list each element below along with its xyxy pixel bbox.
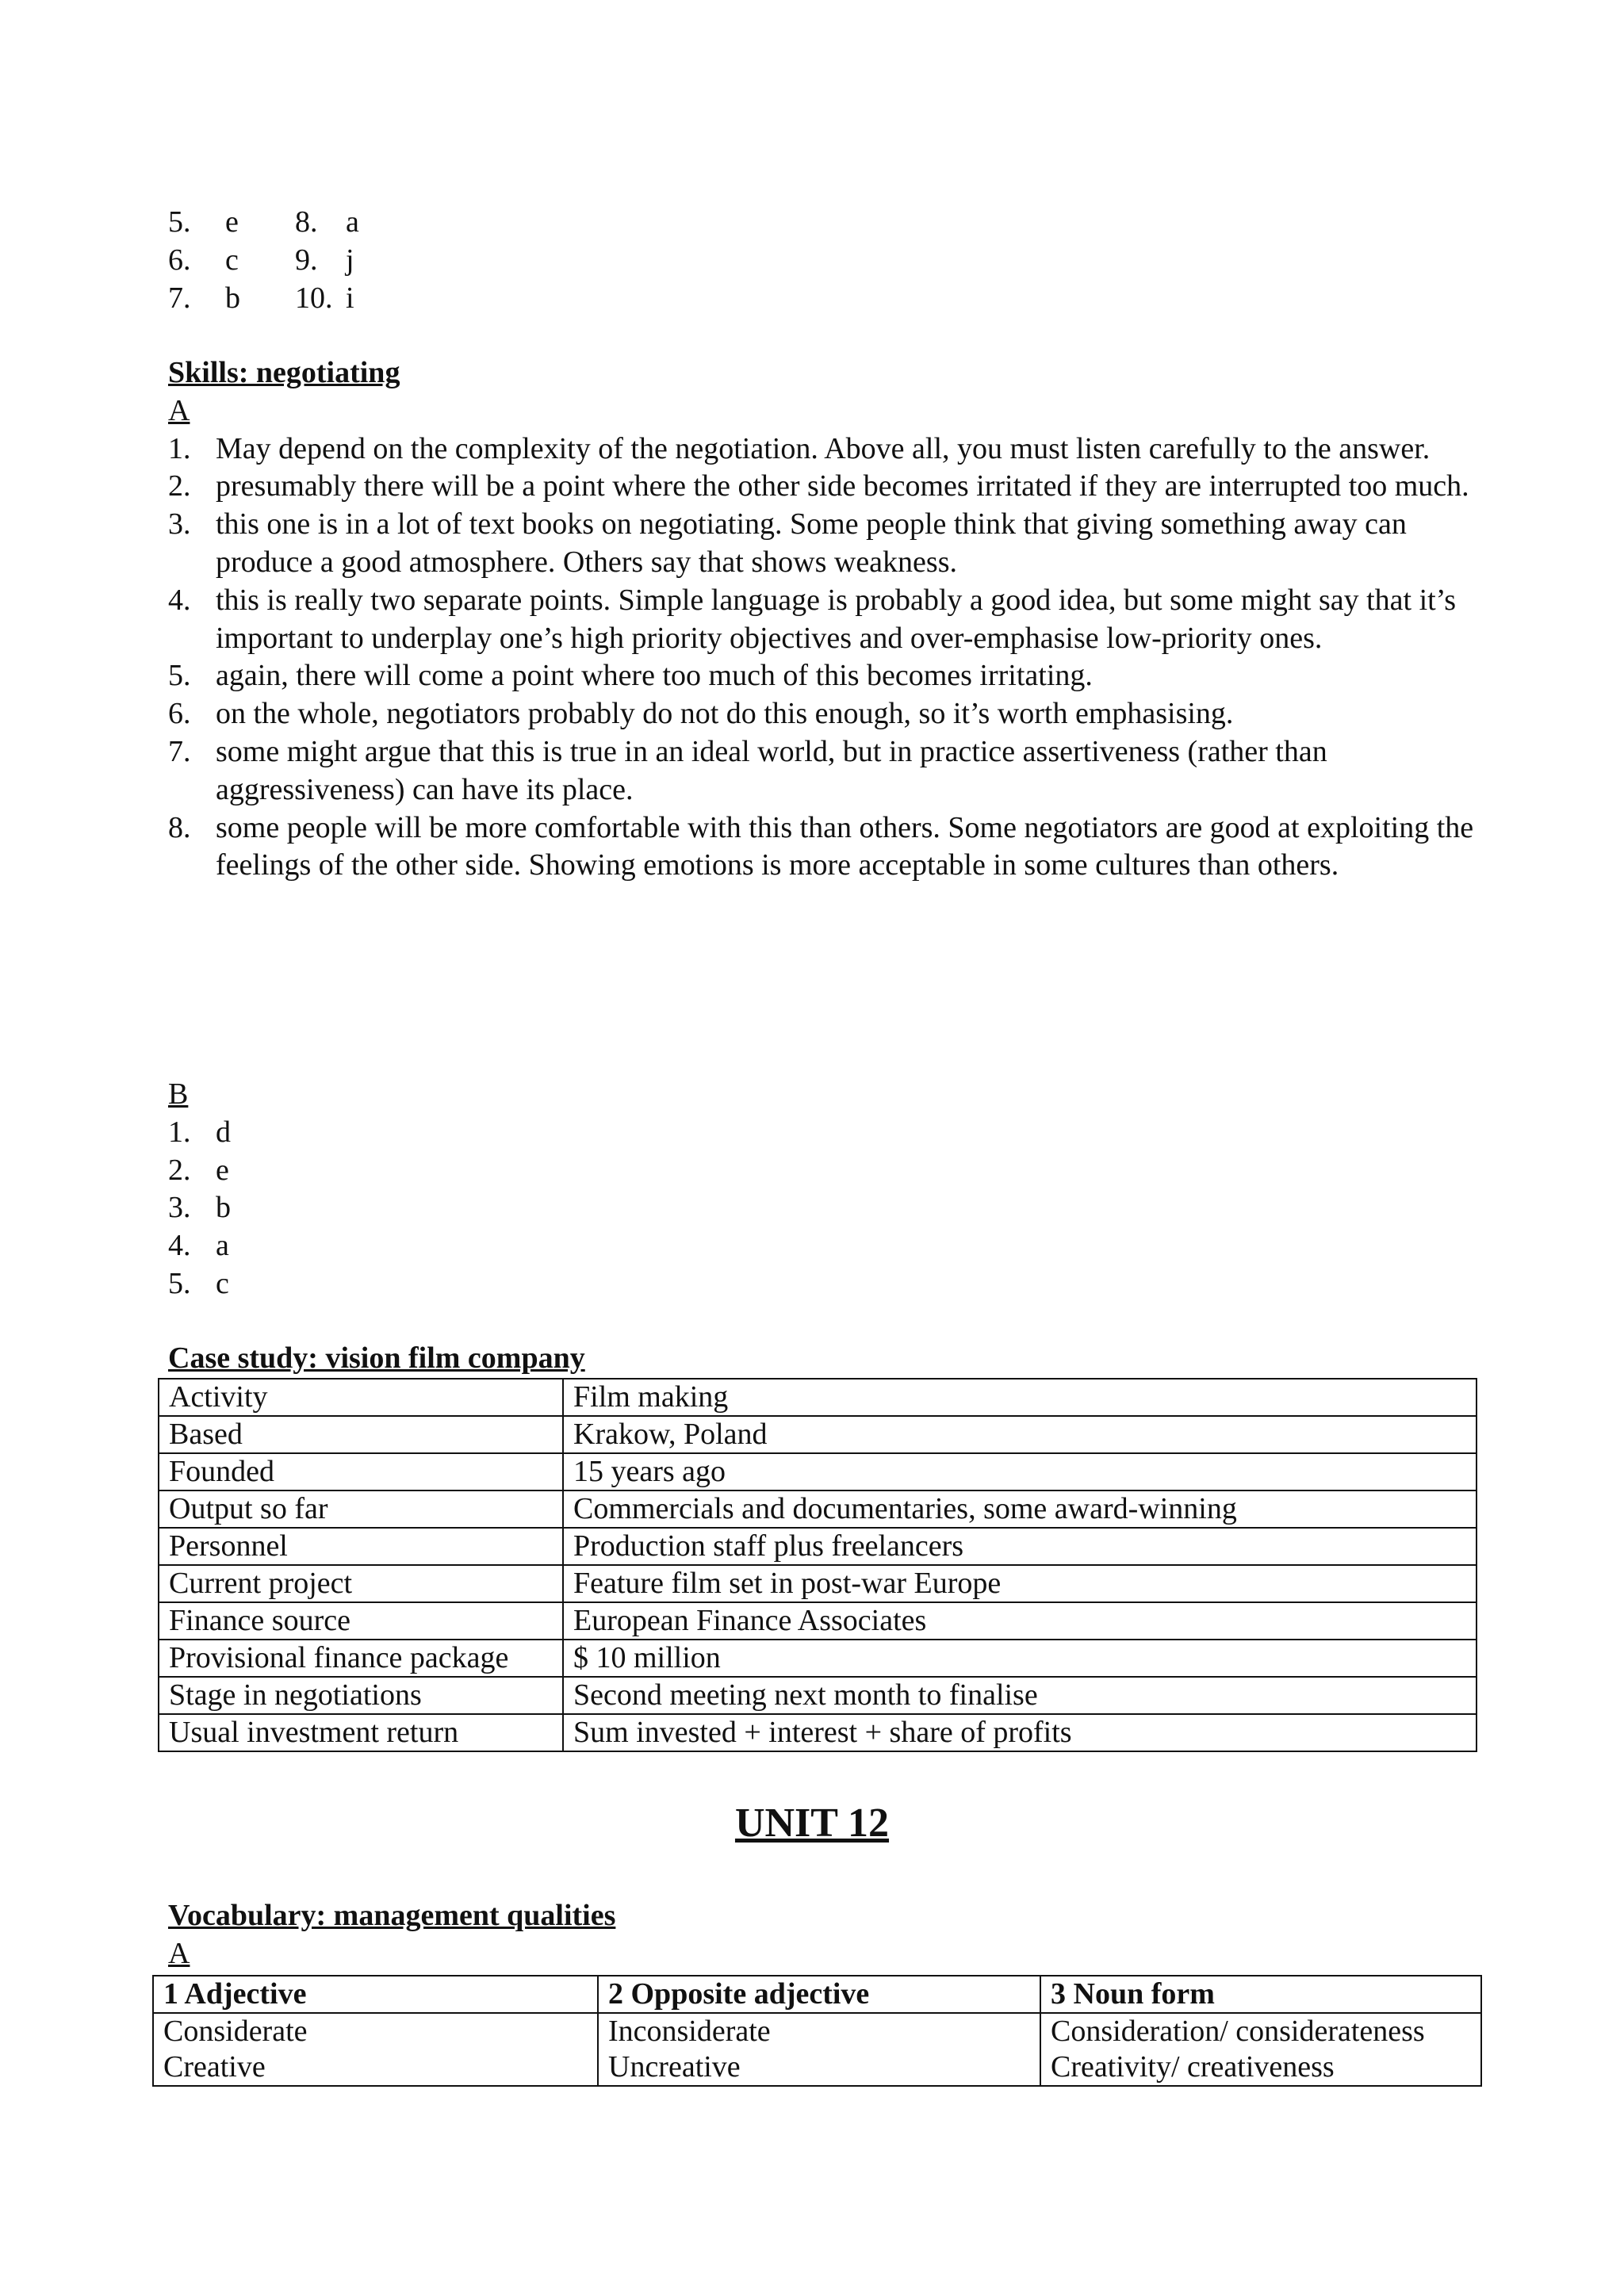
table-cell: Uncreative [598,2049,1040,2086]
table-row [159,1379,1477,1416]
table-cell-label: Personnel [159,1528,563,1565]
table-cell: Considerate [153,2013,598,2049]
table-row [159,1565,1477,1602]
item-number: 3. [168,1191,191,1225]
table-row [159,1453,1477,1490]
list-item [168,1227,231,1265]
table-cell-value: Film making [563,1379,1477,1416]
item-answer: b [216,1191,231,1225]
list-item [168,657,1484,695]
item-text: May depend on the complexity of the negotiation. Above all, you must listen carefully to the answer. [216,431,1431,465]
item-answer: i [346,281,354,315]
part-a-answer-list [168,430,1484,886]
table-cell-value: Krakow, Poland [563,1416,1477,1453]
item-number: 8. [168,810,191,844]
item-number: 5. [168,1266,191,1300]
table-cell-label: Provisional finance package [159,1640,563,1677]
list-item [168,506,1484,582]
table-cell-label: Stage in negotiations [159,1677,563,1714]
table-header-row [153,1976,1481,2013]
item-text: this is really two separate points. Simple language is probably a good idea, but some might say that it’s important to underplay one’s high priority objectives and over-emphasise low-priority ones. [216,583,1457,655]
table-cell-label: Finance source [159,1602,563,1640]
table-cell-value: Production staff plus freelancers [563,1528,1477,1565]
list-item [168,1152,231,1190]
table-row [159,1528,1477,1565]
table-cell: Consideration/ considerateness [1040,2013,1481,2049]
table-cell-label: Current project [159,1565,563,1602]
table-cell-label: Founded [159,1453,563,1490]
list-item [168,468,1484,506]
item-answer: e [216,1153,229,1187]
answer-pair-row [168,204,359,242]
table-row [159,1490,1477,1528]
table-cell-value: Commercials and documentaries, some award-winning [563,1490,1477,1528]
item-number: 10. [295,281,333,315]
table-cell-value: $ 10 million [563,1640,1477,1677]
table-row [159,1677,1477,1714]
item-number: 5. [168,659,191,693]
item-answer: a [216,1229,229,1263]
table-row [159,1602,1477,1640]
table-cell-value: 15 years ago [563,1453,1477,1490]
vocabulary-section [168,1897,615,1973]
item-number: 4. [168,1229,191,1263]
answer-pair-row [168,280,359,318]
table-cell-label: Activity [159,1379,563,1416]
part-a-label: A [168,393,190,427]
item-text: this one is in a lot of text books on negotiating. Some people think that giving something away can produce a good atmosphere. Others say that shows weakness. [216,507,1407,579]
list-item [168,809,1484,886]
item-text: on the whole, negotiators probably do not do this enough, so it’s worth emphasising. [216,697,1234,731]
list-item [168,582,1484,658]
item-text: presumably there will be a point where the other side becomes irritated if they are interrupted too much. [216,469,1469,503]
item-number: 2. [168,469,191,503]
item-number: 4. [168,583,191,617]
table-cell-label: Output so far [159,1490,563,1528]
item-answer: b [225,281,240,315]
item-number: 2. [168,1153,191,1187]
table-cell: Inconsiderate [598,2013,1040,2049]
table-cell-value: Second meeting next month to finalise [563,1677,1477,1714]
table-row [153,2013,1481,2049]
item-number: 3. [168,507,191,541]
table-cell: Creative [153,2049,598,2086]
case-study-table [158,1378,1477,1752]
item-number: 7. [168,734,191,768]
table-cell-label: Based [159,1416,563,1453]
item-number: 9. [295,243,318,277]
table-cell-label: Usual investment return [159,1714,563,1751]
part-b-section [168,1076,231,1303]
item-answer: d [216,1115,231,1149]
unit-title: UNIT 12 [734,1800,890,1846]
table-row [159,1416,1477,1453]
list-item [168,1114,231,1152]
item-answer: a [346,205,359,239]
item-text: again, there will come a point where too much of this becomes irritating. [216,659,1093,693]
item-text: some people will be more comfortable with this than others. Some negotiators are good at exploiting the feelings of the other side. Showing emotions is more acceptable in some cultures than others. [216,810,1474,882]
answer-pair-row [168,242,359,280]
item-number: 1. [168,431,191,465]
list-item [168,1265,231,1303]
top-answer-pairs [168,204,359,317]
table-cell: Creativity/ creativeness [1040,2049,1481,2086]
vocabulary-part-a-label: A [168,1936,190,1970]
item-answer: e [225,205,239,239]
column-header: 1 Adjective [153,1976,598,2013]
item-number: 8. [295,205,318,239]
table-cell-value: Feature film set in post-war Europe [563,1565,1477,1602]
table-row [159,1640,1477,1677]
column-header: 2 Opposite adjective [598,1976,1040,2013]
skills-heading: Skills: negotiating [168,356,400,389]
item-answer: c [225,243,239,277]
item-number: 5. [168,205,191,239]
list-item [168,1189,231,1227]
item-number: 7. [168,281,191,315]
table-row [159,1714,1477,1751]
skills-section [168,354,1484,885]
list-item [168,430,1484,469]
vocabulary-heading: Vocabulary: management qualities [168,1899,616,1932]
item-answer: j [346,243,354,277]
part-b-label: B [168,1077,189,1111]
table-row [153,2049,1481,2086]
column-header: 3 Noun form [1040,1976,1481,2013]
item-number: 6. [168,697,191,731]
list-item [168,733,1484,809]
case-study-heading: Case study: vision film company [168,1341,585,1375]
vocabulary-table [152,1975,1482,2087]
table-cell-value: Sum invested + interest + share of profits [563,1714,1477,1751]
list-item [168,695,1484,733]
item-answer: c [216,1266,229,1300]
item-number: 1. [168,1115,191,1149]
table-cell-value: European Finance Associates [563,1602,1477,1640]
item-text: some might argue that this is true in an ideal world, but in practice assertiveness (rather than aggressiveness) can have its place. [216,734,1327,806]
item-number: 6. [168,243,191,277]
